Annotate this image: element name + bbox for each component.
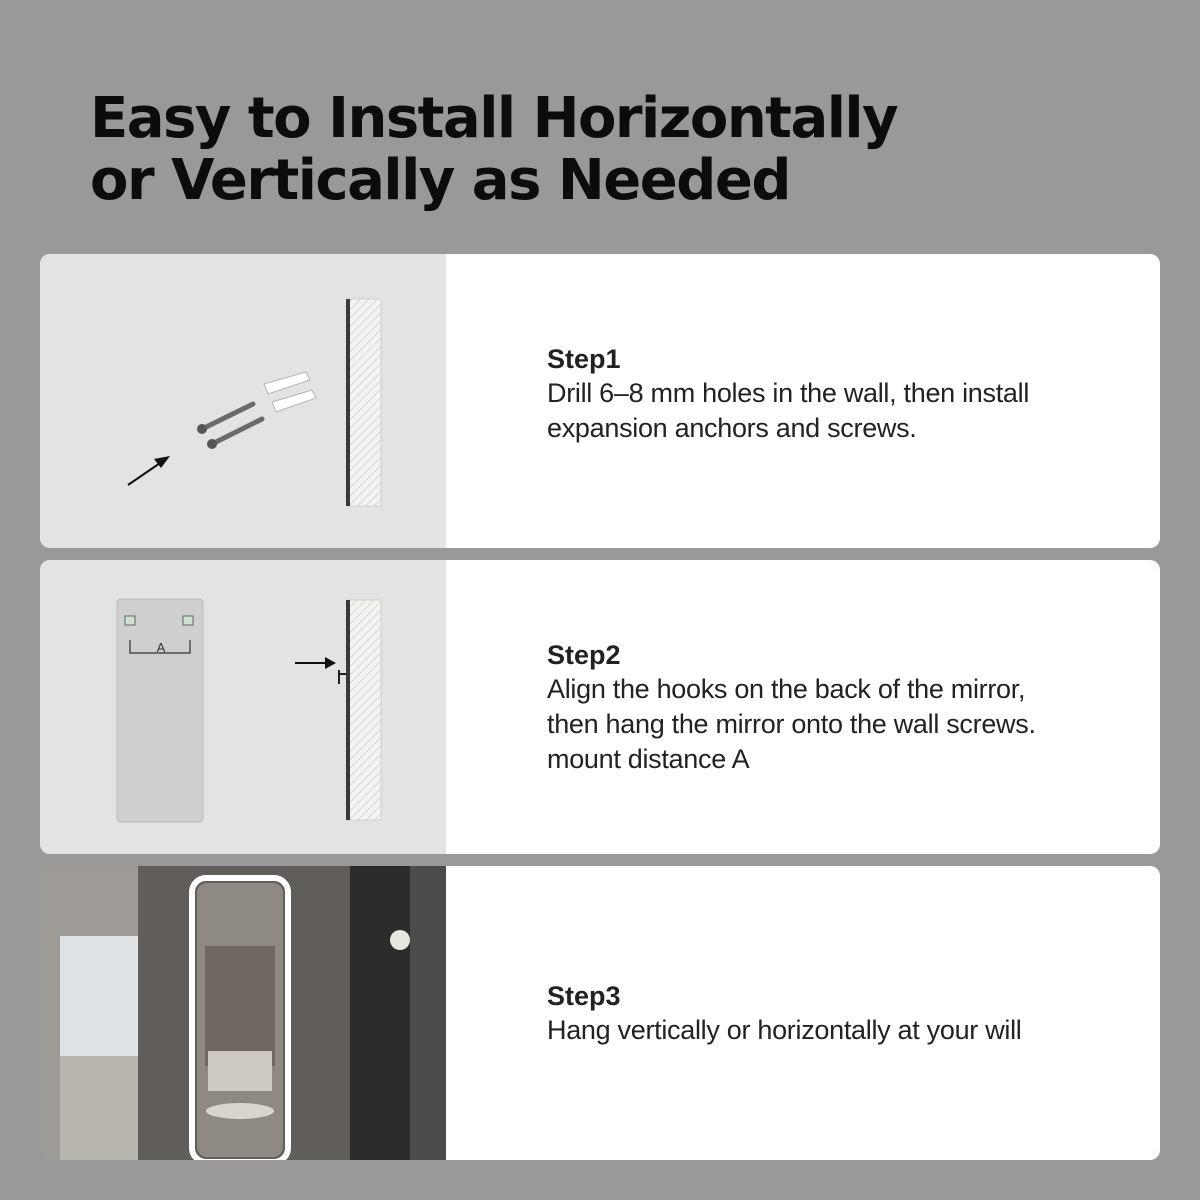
arrow-icon: [295, 657, 336, 669]
step-description-line: Drill 6–8 mm holes in the wall, then install: [547, 378, 1030, 408]
step-label: Step1: [547, 344, 621, 374]
wall-section-icon: [346, 299, 381, 506]
step-label: Step3: [547, 980, 621, 1011]
wall-section-icon: [346, 600, 381, 820]
step-3-illustration: [40, 866, 446, 1160]
dimension-label: A: [156, 640, 166, 655]
screw-icon: [197, 404, 262, 449]
step-2-illustration: [40, 560, 446, 854]
step-label: Step2: [547, 639, 621, 670]
step-1-card: [40, 254, 1160, 548]
page-title: [90, 88, 1140, 212]
step-description-line: mount distance A: [547, 743, 750, 774]
title-line-2: or Vertically as Needed: [90, 148, 790, 213]
mirror-back-icon: [117, 599, 203, 822]
step-2-card: [40, 560, 1160, 854]
step-description-line: Align the hooks on the back of the mirror,: [547, 673, 1026, 704]
hallway-mirror-photo: [40, 866, 446, 1160]
step-2-text: [547, 560, 1137, 854]
anchor-icon: [264, 372, 316, 412]
step-description-line: then hang the mirror onto the wall screws.: [547, 708, 1036, 739]
step-1-text: [547, 254, 1137, 548]
step-3-text: [547, 866, 1137, 1160]
step-3-card: [40, 866, 1160, 1160]
step-description-line: Hang vertically or horizontally at your will: [547, 1014, 1022, 1045]
arrow-icon: [128, 456, 170, 485]
title-line-1: Easy to Install Horizontally: [90, 86, 898, 151]
step-1-illustration: [40, 254, 446, 548]
step-description-line: expansion anchors and screws.: [547, 413, 917, 443]
hook-icon: [339, 670, 346, 684]
